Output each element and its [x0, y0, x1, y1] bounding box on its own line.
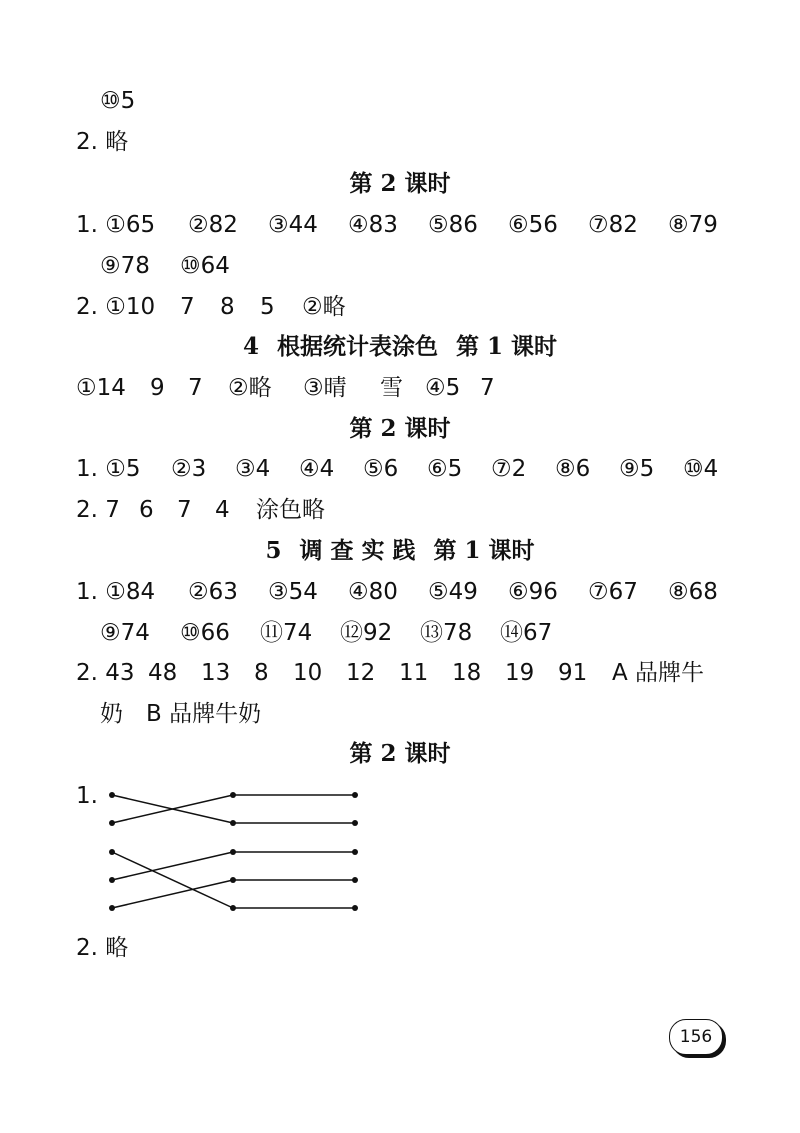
answer-item: ⑩66	[180, 620, 230, 646]
lesson-label: 第 1 课时	[433, 537, 535, 564]
answer-item: 5	[260, 294, 275, 320]
unit-number: 4	[242, 333, 259, 360]
answer-item: ⑬78	[420, 620, 473, 646]
answer-q2-line2: 奶 B 品牌牛奶	[100, 701, 262, 727]
answer-item: 1. ①5	[76, 456, 141, 482]
answer-item: ②略	[228, 375, 272, 401]
match-dot	[352, 792, 358, 798]
answer-item: 2. 7	[76, 497, 120, 523]
answer-item: ⑥56	[508, 212, 558, 238]
answer-item: 1. ①84	[76, 579, 156, 605]
answer-item: ⑧79	[668, 212, 718, 238]
answer-item: ⑤49	[428, 579, 478, 605]
answer-item: ⑪74	[260, 620, 313, 646]
match-line	[112, 852, 233, 908]
match-dot	[352, 877, 358, 883]
answer-item: 10	[293, 660, 323, 686]
answer-item: 7	[177, 497, 192, 523]
page-number: 156	[669, 1019, 723, 1055]
lesson-heading-2: 第 2 课时	[349, 740, 451, 767]
match-dot	[230, 849, 236, 855]
answer-item: 19	[505, 660, 535, 686]
answer-q2: 2. 略	[76, 935, 129, 961]
answer-item: ②略	[302, 294, 346, 320]
answer-item: ⑧68	[668, 579, 718, 605]
answer-item: 1. ①65	[76, 212, 156, 238]
unit-number: 5	[265, 537, 282, 564]
answer-item: 7	[180, 294, 195, 320]
answer-item: ⑩4	[683, 456, 719, 482]
answer-item: ⑧6	[555, 456, 591, 482]
answer-item: 雪	[380, 375, 403, 401]
answer-continuation: ⑩5	[100, 88, 136, 114]
unit-title: 根据统计表涂色	[276, 333, 438, 360]
match-dot	[109, 792, 115, 798]
answer-item: 4	[215, 497, 230, 523]
answer-item: 13	[201, 660, 231, 686]
answer-item: ⑭67	[500, 620, 553, 646]
answer-item: ④4	[299, 456, 335, 482]
match-dot	[109, 877, 115, 883]
answer-item: ⑥5	[427, 456, 463, 482]
answer-q2: 2. 略	[76, 129, 129, 155]
answer-item: ⑨74	[100, 620, 150, 646]
match-dot	[109, 905, 115, 911]
answer-item: 2. 43	[76, 660, 135, 686]
match-dot	[352, 820, 358, 826]
answer-item: 48	[148, 660, 178, 686]
match-dot	[352, 849, 358, 855]
answer-item: ①14	[76, 375, 126, 401]
answer-item: ③4	[235, 456, 271, 482]
answer-item: ⑫92	[340, 620, 393, 646]
match-dot	[109, 820, 115, 826]
match-dot	[230, 877, 236, 883]
answer-item: 6	[139, 497, 154, 523]
match-dot	[109, 849, 115, 855]
match-line	[112, 852, 233, 880]
answer-item: 2. ①10	[76, 294, 156, 320]
answer-item: ⑦67	[588, 579, 638, 605]
answer-item: ⑨78	[100, 253, 150, 279]
answer-item: 12	[346, 660, 376, 686]
answer-item: 7	[480, 375, 495, 401]
answer-item: ③晴	[303, 375, 347, 401]
answer-item: ④5	[425, 375, 461, 401]
answer-item: ②3	[171, 456, 207, 482]
matching-label: 1.	[76, 783, 98, 809]
answer-item: 9	[150, 375, 165, 401]
answer-item: ③54	[268, 579, 318, 605]
answer-item: 7	[188, 375, 203, 401]
match-dot	[230, 820, 236, 826]
answer-item: 11	[399, 660, 429, 686]
match-dot	[230, 792, 236, 798]
answer-item: ⑤6	[363, 456, 399, 482]
lesson-heading-2: 第 2 课时	[349, 170, 451, 197]
answer-item: ⑨5	[619, 456, 655, 482]
answer-item: 91	[558, 660, 588, 686]
answer-item: ⑤86	[428, 212, 478, 238]
answer-item: A 品牌牛	[612, 660, 705, 686]
unit-title: 调 查 实 践	[299, 537, 416, 564]
answer-item: ⑦82	[588, 212, 638, 238]
answer-item: ④83	[348, 212, 398, 238]
match-line	[112, 880, 233, 908]
answer-item: ⑦2	[491, 456, 527, 482]
lesson-heading-2: 第 2 课时	[349, 415, 451, 442]
lesson-label: 第 1 课时	[455, 333, 558, 360]
answer-item: ⑩64	[180, 253, 230, 279]
answer-item: 8	[220, 294, 235, 320]
answer-item: 18	[452, 660, 482, 686]
answer-item: ③44	[268, 212, 318, 238]
match-dot	[352, 905, 358, 911]
answer-item: 涂色略	[256, 497, 325, 523]
answer-item: ②63	[188, 579, 238, 605]
match-dot	[230, 905, 236, 911]
answer-item: ⑥96	[508, 579, 558, 605]
answer-item: ②82	[188, 212, 238, 238]
answer-item: ④80	[348, 579, 398, 605]
answer-item: 8	[254, 660, 269, 686]
